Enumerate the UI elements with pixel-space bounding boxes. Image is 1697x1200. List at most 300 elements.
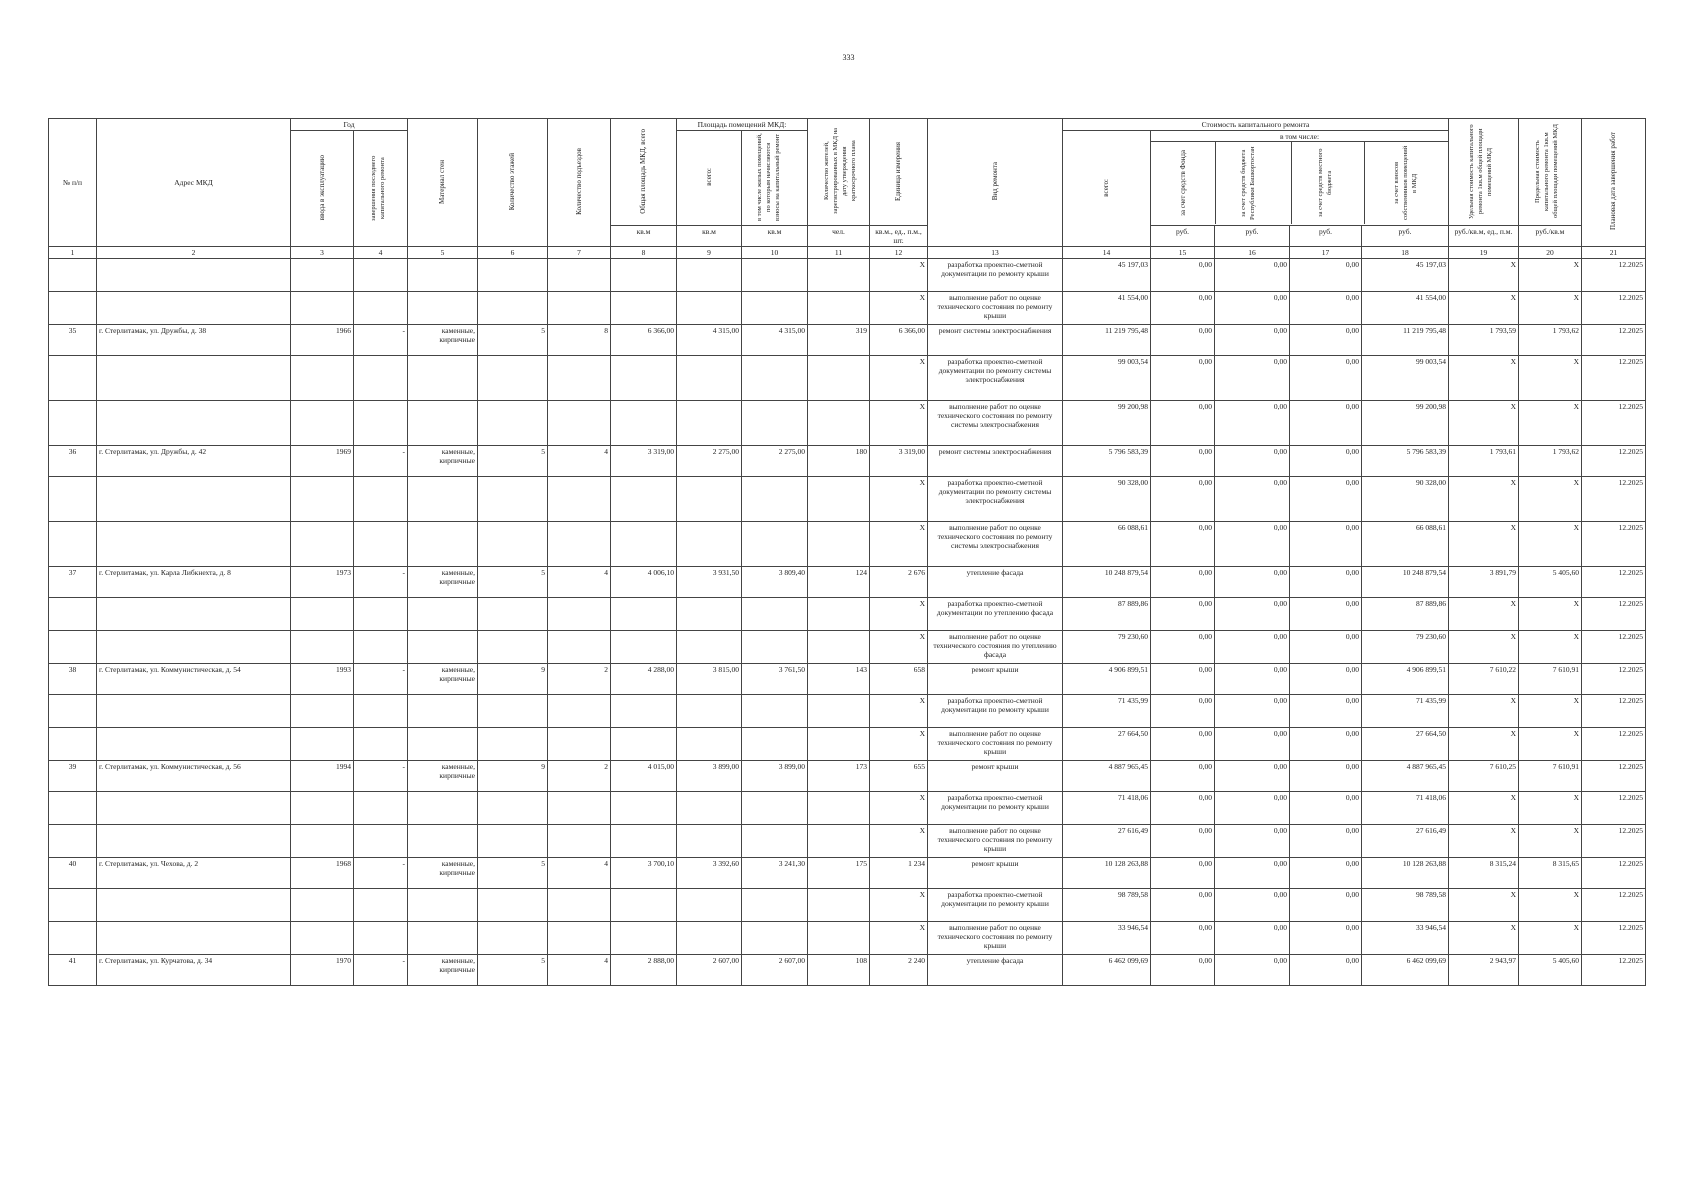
empty-cell xyxy=(611,922,677,955)
row-cost-local: 0,00 xyxy=(1290,567,1362,598)
house-row xyxy=(49,858,1646,889)
header-owners: за счет взносов собственников помещений в МКД xyxy=(1392,145,1418,221)
row-quantity-x: X xyxy=(870,477,928,522)
empty-cell xyxy=(291,356,354,401)
row-planned-date: 12.2025 xyxy=(1582,567,1646,598)
row-entrances: 4 xyxy=(548,955,611,986)
row-quantity: 2 676 xyxy=(870,567,928,598)
empty-cell xyxy=(49,356,97,401)
work-row xyxy=(49,792,1646,825)
empty-cell xyxy=(478,695,548,728)
row-premises-total: 3 392,60 xyxy=(677,858,742,889)
empty-cell xyxy=(49,401,97,446)
row-cost-total: 90 328,00 xyxy=(1063,477,1151,522)
row-cost-owners: 98 789,58 xyxy=(1362,889,1449,922)
page-number: 333 xyxy=(842,53,855,62)
empty-cell xyxy=(677,889,742,922)
header-year-commission: ввода в эксплуатацию xyxy=(291,131,354,247)
header-cost-total: всего: xyxy=(1063,131,1151,247)
empty-cell xyxy=(49,259,97,292)
empty-cell xyxy=(97,825,291,858)
empty-cell xyxy=(677,292,742,325)
row-planned-date: 12.2025 xyxy=(1582,858,1646,889)
row-year-commission: 1968 xyxy=(291,858,354,889)
row-cost-republic: 0,00 xyxy=(1215,325,1290,356)
row-cost-total: 79 230,60 xyxy=(1063,631,1151,664)
house-row xyxy=(49,446,1646,477)
row-cost-total: 4 887 965,45 xyxy=(1063,761,1151,792)
unit-specific: руб./кв.м, ед., п.м. xyxy=(1449,226,1519,247)
work-row xyxy=(49,825,1646,858)
row-cost-local: 0,00 xyxy=(1290,858,1362,889)
empty-cell xyxy=(97,401,291,446)
row-cost-local: 0,00 xyxy=(1290,477,1362,522)
header-residents: Количество жителей, зарегистрированных в МКД на дату утверждения краткосрочного плана xyxy=(808,119,870,226)
row-cost-owners: 99 003,54 xyxy=(1362,356,1449,401)
empty-cell xyxy=(291,401,354,446)
empty-cell xyxy=(808,598,870,631)
empty-cell xyxy=(408,695,478,728)
row-cost-local: 0,00 xyxy=(1290,695,1362,728)
row-specific-cost: X xyxy=(1449,825,1519,858)
row-quantity-x: X xyxy=(870,401,928,446)
empty-cell xyxy=(354,356,408,401)
row-floors: 5 xyxy=(478,325,548,356)
row-cost-owners: 4 906 899,51 xyxy=(1362,664,1449,695)
work-row xyxy=(49,477,1646,522)
row-limit-cost: X xyxy=(1519,728,1582,761)
col-num: 3 xyxy=(291,247,354,259)
empty-cell xyxy=(611,356,677,401)
empty-cell xyxy=(408,598,478,631)
empty-cell xyxy=(408,922,478,955)
row-floors: 5 xyxy=(478,955,548,986)
row-wall-material: каменные, кирпичные xyxy=(408,446,478,477)
row-limit-cost: 5 405,60 xyxy=(1519,567,1582,598)
row-quantity-x: X xyxy=(870,889,928,922)
row-premises-total: 2 275,00 xyxy=(677,446,742,477)
row-cost-owners: 90 328,00 xyxy=(1362,477,1449,522)
table-header xyxy=(49,119,1646,259)
empty-cell xyxy=(354,889,408,922)
row-cost-owners: 27 664,50 xyxy=(1362,728,1449,761)
empty-cell xyxy=(548,259,611,292)
work-row xyxy=(49,356,1646,401)
row-cost-republic: 0,00 xyxy=(1215,598,1290,631)
row-cost-owners: 33 946,54 xyxy=(1362,922,1449,955)
row-repair-type: выполнение работ по оценке технического состояния по ремонту системы электроснабжения xyxy=(928,522,1063,567)
row-specific-cost: 1 793,61 xyxy=(1449,446,1519,477)
row-year-commission: 1969 xyxy=(291,446,354,477)
empty-cell xyxy=(611,598,677,631)
header-premises-area: Площадь помещений МКД: xyxy=(677,119,808,131)
row-specific-cost: X xyxy=(1449,259,1519,292)
row-premises-total: 3 815,00 xyxy=(677,664,742,695)
col-num: 4 xyxy=(354,247,408,259)
row-cost-owners: 27 616,49 xyxy=(1362,825,1449,858)
row-year-commission: 1970 xyxy=(291,955,354,986)
row-limit-cost: X xyxy=(1519,356,1582,401)
row-cost-total: 10 248 879,54 xyxy=(1063,567,1151,598)
work-row xyxy=(49,728,1646,761)
empty-cell xyxy=(611,522,677,567)
row-cost-local: 0,00 xyxy=(1290,631,1362,664)
row-cost-total: 99 003,54 xyxy=(1063,356,1151,401)
empty-cell xyxy=(478,889,548,922)
empty-cell xyxy=(611,477,677,522)
row-planned-date: 12.2025 xyxy=(1582,356,1646,401)
row-residents: 124 xyxy=(808,567,870,598)
row-total-area: 2 888,00 xyxy=(611,955,677,986)
empty-cell xyxy=(478,477,548,522)
row-cost-owners: 10 128 263,88 xyxy=(1362,858,1449,889)
row-cost-fund: 0,00 xyxy=(1151,631,1215,664)
empty-cell xyxy=(548,598,611,631)
empty-cell xyxy=(478,922,548,955)
header-premises-incl: в том числе жилых помещений, по которым начисляются взносы на капитальный ремонт xyxy=(742,131,808,226)
header-no: № п/п xyxy=(49,119,97,247)
empty-cell xyxy=(291,695,354,728)
row-planned-date: 12.2025 xyxy=(1582,889,1646,922)
row-premises-incl: 3 761,50 xyxy=(742,664,808,695)
empty-cell xyxy=(611,825,677,858)
row-residents: 319 xyxy=(808,325,870,356)
row-cost-republic: 0,00 xyxy=(1215,401,1290,446)
row-planned-date: 12.2025 xyxy=(1582,695,1646,728)
row-specific-cost: X xyxy=(1449,695,1519,728)
row-planned-date: 12.2025 xyxy=(1582,761,1646,792)
empty-cell xyxy=(354,598,408,631)
empty-cell xyxy=(742,356,808,401)
row-cost-local: 0,00 xyxy=(1290,761,1362,792)
empty-cell xyxy=(354,292,408,325)
row-cost-total: 99 200,98 xyxy=(1063,401,1151,446)
work-row xyxy=(49,631,1646,664)
empty-cell xyxy=(677,825,742,858)
row-repair-type: выполнение работ по оценке технического состояния по ремонту системы электроснабжения xyxy=(928,401,1063,446)
header-republic: за счет средств бюджета Республики Башкортостан xyxy=(1239,146,1256,220)
row-repair-type: выполнение работ по оценке технического состояния по ремонту крыши xyxy=(928,292,1063,325)
row-cost-fund: 0,00 xyxy=(1151,567,1215,598)
header-floors: Количество этажей xyxy=(478,119,548,247)
row-address: г. Стерлитамак, ул. Дружбы, д. 38 xyxy=(97,325,291,356)
row-year-last-repair: - xyxy=(354,446,408,477)
row-cost-owners: 99 200,98 xyxy=(1362,401,1449,446)
empty-cell xyxy=(742,695,808,728)
row-total-area: 6 366,00 xyxy=(611,325,677,356)
row-wall-material: каменные, кирпичные xyxy=(408,761,478,792)
row-premises-incl: 2 607,00 xyxy=(742,955,808,986)
row-quantity-x: X xyxy=(870,356,928,401)
row-number: 35 xyxy=(49,325,97,356)
row-total-area: 3 319,00 xyxy=(611,446,677,477)
row-number: 38 xyxy=(49,664,97,695)
empty-cell xyxy=(742,889,808,922)
empty-cell xyxy=(354,792,408,825)
row-planned-date: 12.2025 xyxy=(1582,955,1646,986)
row-premises-incl: 3 899,00 xyxy=(742,761,808,792)
row-planned-date: 12.2025 xyxy=(1582,477,1646,522)
row-limit-cost: 1 793,62 xyxy=(1519,325,1582,356)
empty-cell xyxy=(742,728,808,761)
row-cost-republic: 0,00 xyxy=(1215,631,1290,664)
row-repair-type: выполнение работ по оценке технического состояния по ремонту крыши xyxy=(928,922,1063,955)
header-year: Год xyxy=(291,119,408,131)
empty-cell xyxy=(408,825,478,858)
row-cost-local: 0,00 xyxy=(1290,446,1362,477)
empty-cell xyxy=(49,825,97,858)
row-number: 40 xyxy=(49,858,97,889)
row-cost-local: 0,00 xyxy=(1290,356,1362,401)
header-local: за счет средств местного бюджета xyxy=(1317,148,1333,218)
row-premises-total: 4 315,00 xyxy=(677,325,742,356)
row-premises-total: 3 899,00 xyxy=(677,761,742,792)
house-row xyxy=(49,325,1646,356)
row-cost-local: 0,00 xyxy=(1290,792,1362,825)
row-premises-total: 3 931,50 xyxy=(677,567,742,598)
row-cost-total: 6 462 099,69 xyxy=(1063,955,1151,986)
house-row xyxy=(49,664,1646,695)
empty-cell xyxy=(97,728,291,761)
row-floors: 9 xyxy=(478,664,548,695)
row-cost-republic: 0,00 xyxy=(1215,955,1290,986)
empty-cell xyxy=(291,477,354,522)
row-limit-cost: 1 793,62 xyxy=(1519,446,1582,477)
empty-cell xyxy=(742,631,808,664)
empty-cell xyxy=(408,292,478,325)
row-number: 36 xyxy=(49,446,97,477)
empty-cell xyxy=(611,401,677,446)
empty-cell xyxy=(97,695,291,728)
row-quantity-x: X xyxy=(870,825,928,858)
row-quantity-x: X xyxy=(870,598,928,631)
row-cost-fund: 0,00 xyxy=(1151,598,1215,631)
row-year-commission: 1973 xyxy=(291,567,354,598)
row-total-area: 4 288,00 xyxy=(611,664,677,695)
work-row xyxy=(49,695,1646,728)
empty-cell xyxy=(548,728,611,761)
header-premises-total: всего: xyxy=(677,131,742,226)
row-specific-cost: X xyxy=(1449,922,1519,955)
empty-cell xyxy=(611,695,677,728)
empty-cell xyxy=(478,401,548,446)
empty-cell xyxy=(742,825,808,858)
row-premises-incl: 2 275,00 xyxy=(742,446,808,477)
empty-cell xyxy=(808,825,870,858)
row-cost-fund: 0,00 xyxy=(1151,955,1215,986)
row-cost-fund: 0,00 xyxy=(1151,792,1215,825)
col-num: 20 xyxy=(1519,247,1582,259)
col-num: 7 xyxy=(548,247,611,259)
row-cost-fund: 0,00 xyxy=(1151,664,1215,695)
empty-cell xyxy=(354,522,408,567)
row-specific-cost: 7 610,22 xyxy=(1449,664,1519,695)
header-total-area: Общая площадь МКД, всего xyxy=(611,119,677,226)
row-cost-owners: 4 887 965,45 xyxy=(1362,761,1449,792)
empty-cell xyxy=(611,728,677,761)
row-wall-material: каменные, кирпичные xyxy=(408,567,478,598)
repair-plan-table xyxy=(48,118,1646,986)
row-repair-type: ремонт крыши xyxy=(928,664,1063,695)
empty-cell xyxy=(677,922,742,955)
row-cost-fund: 0,00 xyxy=(1151,259,1215,292)
header-unit: Единица измерения xyxy=(870,119,928,226)
row-cost-total: 11 219 795,48 xyxy=(1063,325,1151,356)
row-specific-cost: X xyxy=(1449,522,1519,567)
work-row xyxy=(49,522,1646,567)
row-address: г. Стерлитамак, ул. Курчатова, д. 34 xyxy=(97,955,291,986)
empty-cell xyxy=(808,259,870,292)
row-entrances: 2 xyxy=(548,761,611,792)
row-planned-date: 12.2025 xyxy=(1582,259,1646,292)
empty-cell xyxy=(408,631,478,664)
row-cost-republic: 0,00 xyxy=(1215,792,1290,825)
row-planned-date: 12.2025 xyxy=(1582,598,1646,631)
row-cost-republic: 0,00 xyxy=(1215,922,1290,955)
empty-cell xyxy=(808,401,870,446)
work-row xyxy=(49,922,1646,955)
empty-cell xyxy=(49,695,97,728)
row-limit-cost: X xyxy=(1519,259,1582,292)
row-address: г. Стерлитамак, ул. Коммунистическая, д. 54 xyxy=(97,664,291,695)
empty-cell xyxy=(808,356,870,401)
empty-cell xyxy=(742,922,808,955)
empty-cell xyxy=(548,401,611,446)
house-row xyxy=(49,761,1646,792)
empty-cell xyxy=(354,728,408,761)
row-specific-cost: X xyxy=(1449,598,1519,631)
row-cost-owners: 45 197,03 xyxy=(1362,259,1449,292)
row-year-last-repair: - xyxy=(354,664,408,695)
empty-cell xyxy=(49,292,97,325)
row-cost-fund: 0,00 xyxy=(1151,889,1215,922)
empty-cell xyxy=(677,477,742,522)
row-specific-cost: X xyxy=(1449,631,1519,664)
row-cost-fund: 0,00 xyxy=(1151,922,1215,955)
row-planned-date: 12.2025 xyxy=(1582,728,1646,761)
empty-cell xyxy=(742,292,808,325)
empty-cell xyxy=(408,792,478,825)
row-number: 41 xyxy=(49,955,97,986)
row-cost-republic: 0,00 xyxy=(1215,567,1290,598)
empty-cell xyxy=(97,477,291,522)
row-limit-cost: 7 610,91 xyxy=(1519,664,1582,695)
row-specific-cost: X xyxy=(1449,401,1519,446)
column-numbers xyxy=(49,247,1646,259)
empty-cell xyxy=(97,631,291,664)
row-cost-fund: 0,00 xyxy=(1151,325,1215,356)
row-cost-republic: 0,00 xyxy=(1215,292,1290,325)
row-premises-incl: 3 241,30 xyxy=(742,858,808,889)
empty-cell xyxy=(808,889,870,922)
row-specific-cost: 3 891,79 xyxy=(1449,567,1519,598)
row-cost-owners: 41 554,00 xyxy=(1362,292,1449,325)
row-address: г. Стерлитамак, ул. Чехова, д. 2 xyxy=(97,858,291,889)
empty-cell xyxy=(742,522,808,567)
unit-local: руб. xyxy=(1290,226,1362,247)
row-cost-republic: 0,00 xyxy=(1215,446,1290,477)
row-cost-total: 10 128 263,88 xyxy=(1063,858,1151,889)
row-wall-material: каменные, кирпичные xyxy=(408,858,478,889)
row-floors: 5 xyxy=(478,858,548,889)
row-specific-cost: X xyxy=(1449,728,1519,761)
row-wall-material: каменные, кирпичные xyxy=(408,955,478,986)
unit-qty: кв.м., ед., п.м., шт. xyxy=(870,226,928,247)
row-planned-date: 12.2025 xyxy=(1582,631,1646,664)
row-wall-material: каменные, кирпичные xyxy=(408,325,478,356)
empty-cell xyxy=(548,792,611,825)
empty-cell xyxy=(677,598,742,631)
row-cost-total: 45 197,03 xyxy=(1063,259,1151,292)
empty-cell xyxy=(742,259,808,292)
row-entrances: 2 xyxy=(548,664,611,695)
empty-cell xyxy=(677,401,742,446)
empty-cell xyxy=(49,598,97,631)
row-wall-material: каменные, кирпичные xyxy=(408,664,478,695)
row-cost-fund: 0,00 xyxy=(1151,761,1215,792)
work-row xyxy=(49,401,1646,446)
header-limit-cost: Предельная стоимость капитального ремонта 1кв.м общей площади помещений МКД xyxy=(1519,119,1582,226)
row-limit-cost: X xyxy=(1519,598,1582,631)
row-repair-type: утепление фасада xyxy=(928,567,1063,598)
row-cost-local: 0,00 xyxy=(1290,292,1362,325)
col-num: 18 xyxy=(1362,247,1449,259)
empty-cell xyxy=(291,922,354,955)
empty-cell xyxy=(808,922,870,955)
row-cost-local: 0,00 xyxy=(1290,825,1362,858)
row-limit-cost: X xyxy=(1519,792,1582,825)
empty-cell xyxy=(742,792,808,825)
row-repair-type: выполнение работ по оценке технического состояния по ремонту крыши xyxy=(928,728,1063,761)
row-limit-cost: X xyxy=(1519,695,1582,728)
row-cost-owners: 10 248 879,54 xyxy=(1362,567,1449,598)
work-row xyxy=(49,889,1646,922)
row-total-area: 4 006,10 xyxy=(611,567,677,598)
row-repair-type: выполнение работ по оценке технического состояния по утеплению фасада xyxy=(928,631,1063,664)
row-cost-owners: 71 435,99 xyxy=(1362,695,1449,728)
row-repair-type: ремонт крыши xyxy=(928,761,1063,792)
empty-cell xyxy=(97,259,291,292)
unit-prem: кв.м xyxy=(677,226,742,247)
row-premises-incl: 3 809,40 xyxy=(742,567,808,598)
row-cost-local: 0,00 xyxy=(1290,728,1362,761)
empty-cell xyxy=(354,401,408,446)
empty-cell xyxy=(408,522,478,567)
row-entrances: 4 xyxy=(548,446,611,477)
col-num: 16 xyxy=(1215,247,1290,259)
col-num: 12 xyxy=(870,247,928,259)
row-entrances: 4 xyxy=(548,567,611,598)
row-year-last-repair: - xyxy=(354,325,408,356)
row-quantity: 1 234 xyxy=(870,858,928,889)
empty-cell xyxy=(291,522,354,567)
col-num: 1 xyxy=(49,247,97,259)
row-limit-cost: X xyxy=(1519,292,1582,325)
row-cost-owners: 11 219 795,48 xyxy=(1362,325,1449,356)
row-cost-owners: 5 796 583,39 xyxy=(1362,446,1449,477)
empty-cell xyxy=(354,695,408,728)
row-year-last-repair: - xyxy=(354,567,408,598)
row-cost-owners: 71 418,06 xyxy=(1362,792,1449,825)
row-year-commission: 1993 xyxy=(291,664,354,695)
row-specific-cost: X xyxy=(1449,356,1519,401)
empty-cell xyxy=(291,631,354,664)
row-limit-cost: X xyxy=(1519,522,1582,567)
row-cost-local: 0,00 xyxy=(1290,664,1362,695)
empty-cell xyxy=(808,728,870,761)
row-specific-cost: 7 610,25 xyxy=(1449,761,1519,792)
row-cost-local: 0,00 xyxy=(1290,401,1362,446)
